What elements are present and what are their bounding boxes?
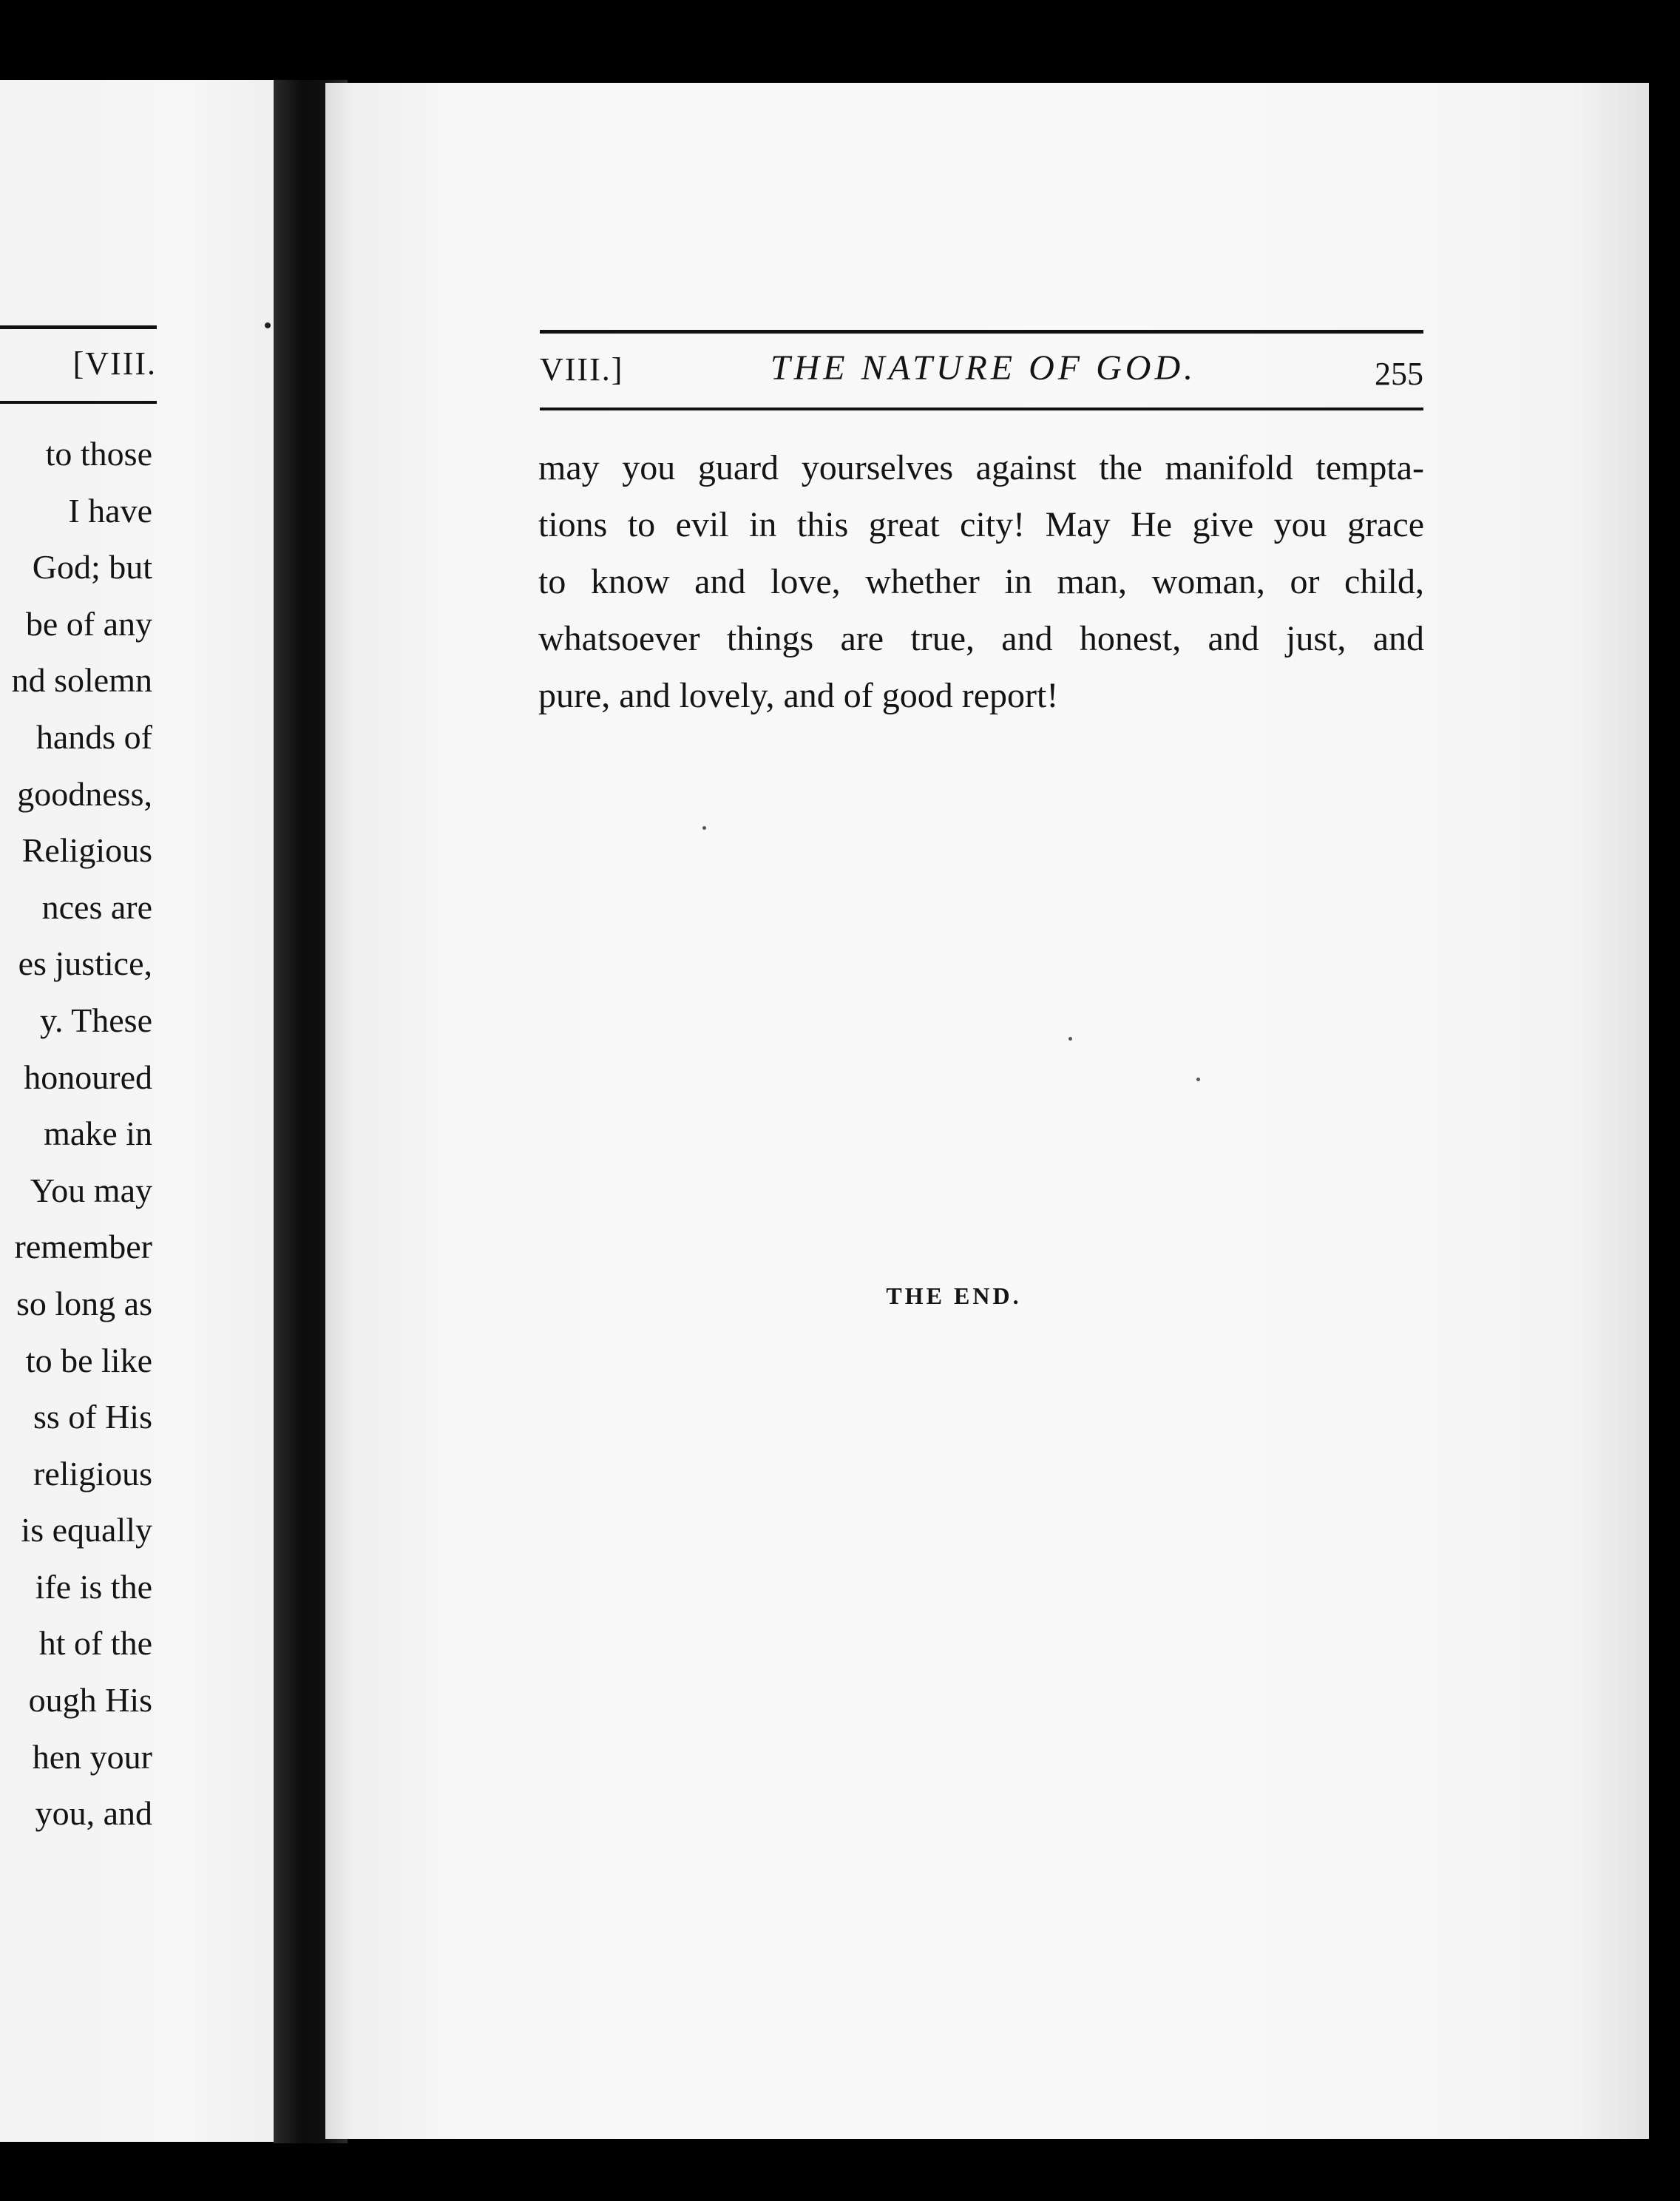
left-text-line: so long as: [16, 1284, 152, 1322]
left-text-line: God; but: [32, 548, 152, 586]
text-line: whatsoever things are true, and honest, and just, and: [538, 619, 1424, 658]
left-text-line: make in: [44, 1115, 152, 1153]
left-text-line: religious: [33, 1454, 152, 1492]
paper-speck: [1068, 1037, 1072, 1041]
text-line: to know and love, whether in man, woman, or child,: [538, 562, 1424, 601]
header-rule-bottom: [540, 408, 1423, 410]
left-text-line: nces are: [41, 888, 152, 926]
left-text-line: nd solemn: [11, 661, 152, 700]
text-line: tions to evil in this great city! May He give you grace: [538, 505, 1424, 544]
left-text-line: y. These: [39, 1001, 152, 1039]
left-text-line: to be like: [25, 1341, 152, 1379]
left-text-line: ss of His: [33, 1398, 152, 1436]
left-text-line: ough His: [28, 1681, 152, 1720]
left-text-line: hands of: [35, 717, 152, 756]
left-text-line: remember: [14, 1228, 152, 1266]
end-mark: THE END.: [886, 1282, 1022, 1309]
paper-speck: [1196, 1078, 1200, 1081]
right-page: [325, 83, 1649, 2139]
left-text-line: Religious: [21, 831, 152, 870]
left-text-line: honoured: [24, 1058, 152, 1096]
left-text-line: ht of the: [38, 1624, 152, 1663]
left-text-line: goodness,: [17, 774, 152, 813]
left-running-head: [VIII.: [72, 345, 157, 382]
page-number: 255: [1375, 356, 1423, 392]
left-text-line: you, and: [35, 1794, 152, 1833]
left-page: [0, 80, 316, 2142]
running-title: THE NATURE OF GOD.: [770, 348, 1197, 388]
body-text: [538, 439, 1424, 724]
left-text-line: hen your: [32, 1737, 152, 1776]
gutter-speck: [265, 322, 271, 328]
left-text-line: to those: [45, 435, 152, 473]
text-line: pure, and lovely, and of good report!: [538, 676, 1059, 715]
chapter-number: VIII.]: [540, 351, 624, 388]
text-line: may you guard yourselves against the manifold tempta-: [538, 448, 1424, 487]
left-text-line: I have: [68, 491, 152, 530]
left-text-line: es justice,: [18, 944, 152, 983]
left-header-rule-bottom: [0, 401, 157, 404]
left-text-line: is equally: [21, 1511, 152, 1549]
left-text-line: ife is the: [35, 1567, 152, 1606]
left-header-rule-top: [0, 325, 157, 329]
left-text-line: You may: [30, 1171, 152, 1209]
left-page-text: [0, 426, 152, 1842]
paper-speck: [702, 826, 706, 830]
header-rule-top: [540, 330, 1423, 334]
left-text-line: be of any: [25, 604, 152, 643]
